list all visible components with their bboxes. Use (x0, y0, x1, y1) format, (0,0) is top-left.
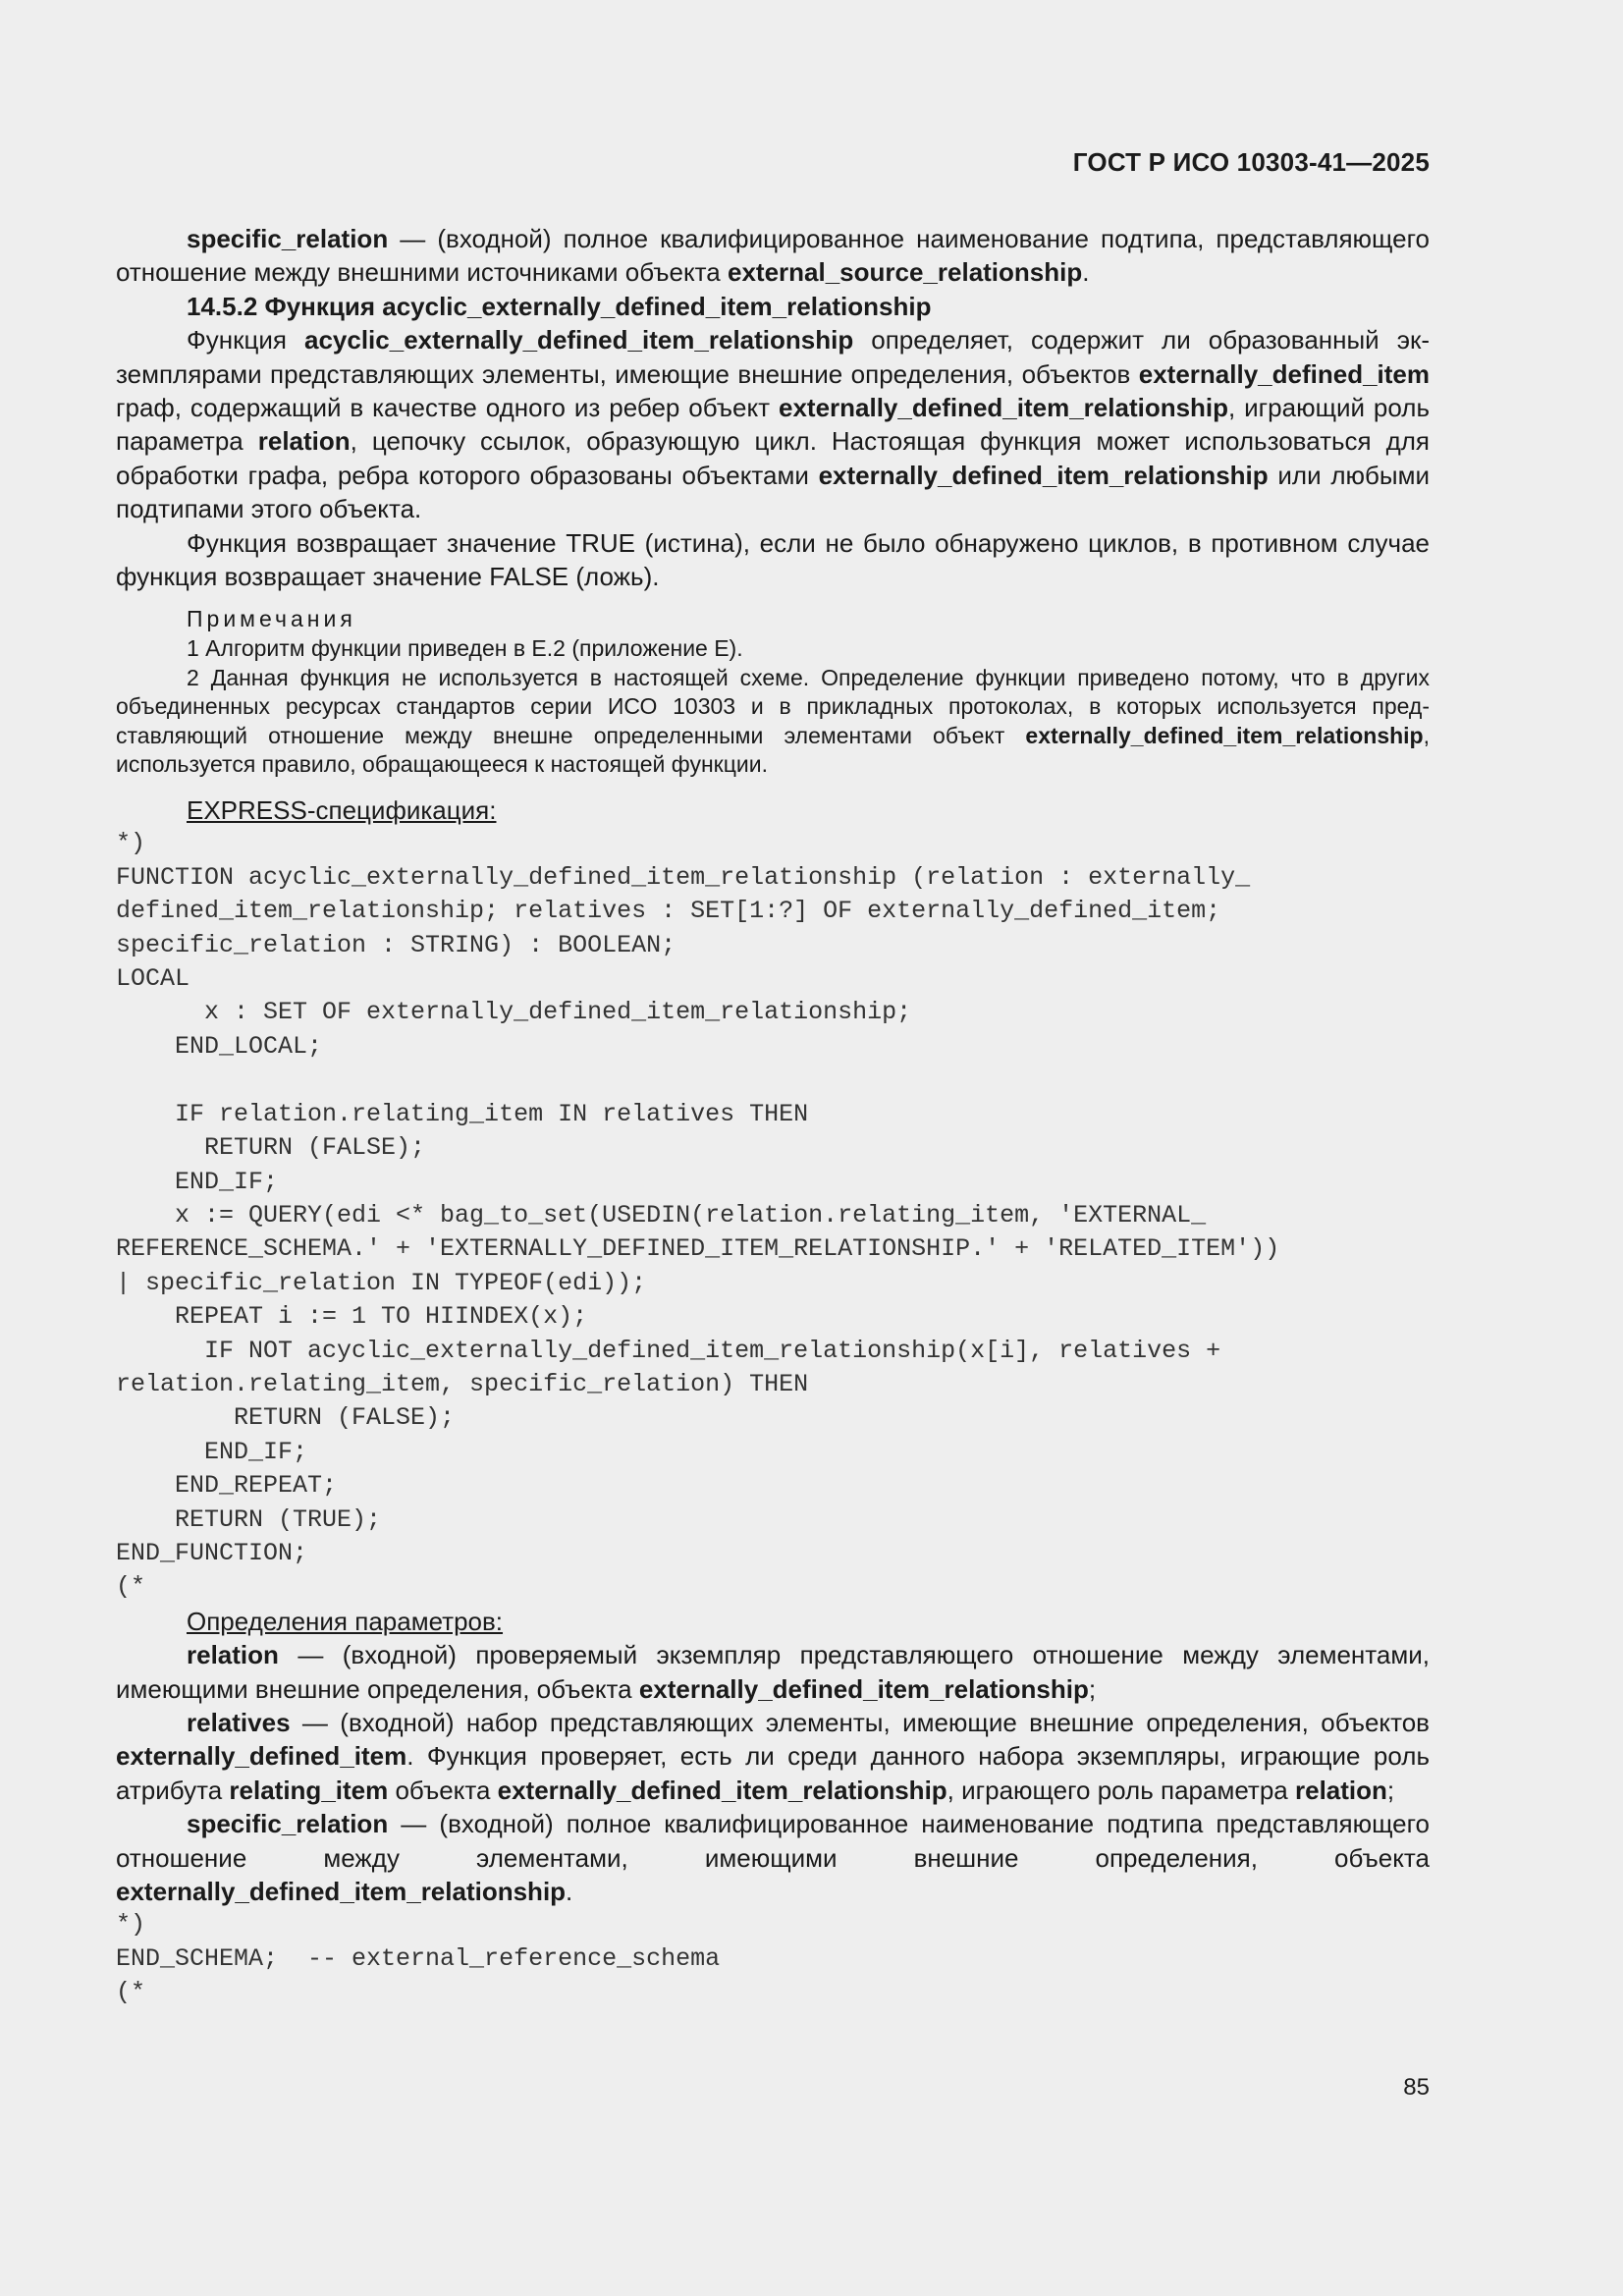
page-number: 85 (1403, 2074, 1430, 2101)
note-2: 2 Данная функция не используется в настоящей схеме. Определение функции приведено потому, что в других объединенных ресурсах стандартов серии ИСО 10303 и в прикладных протоколах, в которых используется представляющий отношение между внешне определенными элементами объект externally_defined_item_relationship, используется правило, обращающееся к настоящей функции. (116, 664, 1430, 778)
function-return-paragraph: Функция возвращает значение TRUE (истина), если не было обнаружено циклов, в противном случае функция возвращает значение FALSE (ложь). (116, 527, 1430, 592)
intro-specific-relation-definition: specific_relation — (входной) полное квалифицированное наименование подтипа, представляющего отношение между внешними источниками объекта external_source_relationship. (116, 224, 1430, 288)
document-header: ГОСТ Р ИСО 10303-41—2025 (1072, 147, 1430, 177)
section-heading: 14.5.2 Функция acyclic_externally_defined_item_relationship (187, 291, 932, 321)
ref-external-source-relationship: external_source_relationship (727, 257, 1083, 288)
notes-title: Примечания (187, 606, 356, 632)
note-1: 1 Алгоритм функции приведен в Е.2 (приложение Е). (187, 635, 743, 662)
express-code-function: *) FUNCTION acyclic_externally_defined_item_relationship (relation : externally_ defined_item_relationship; relatives : SET[1:?] OF externally_defined_item; specific_relation : STRING) : BOOLEAN; LOCAL x : SET OF externally_defined_item_relationship; END_LOCAL; IF relation.relating_item IN relatives THEN RETURN (FALSE); END_IF; x := QUERY(edi <* bag_to_set(USEDIN(relation.relating_item, 'EXTERNAL_ REFERENCE_SCHEMA.' + 'EXTERNALLY_DEFINED_ITEM_RELATIONSHIP.' + 'RELATED_ITEM')) | specific_relation IN TYPEOF(edi)); REPEAT i := 1 TO HIINDEX(x); IF NOT acyclic_externally_defined_item_relationship(x[i], relatives + relation.relating_item, specific_relation) THEN RETURN (FALSE); END_IF; END_REPEAT; RETURN (TRUE); END_FUNCTION; (* (116, 829, 1280, 1602)
param-relatives-definition: relatives — (входной) набор представляющих элементы, имеющие внешние определения, объектов externally_defined_item. Функция проверяет, есть ли среди данного набора экземпляры, играющие роль атрибута relating_item объекта externally_defined_item_relationship, играющего роль параметра relation; (116, 1708, 1430, 1805)
function-description-paragraph: Функция acyclic_externally_defined_item_relationship определяет, содержит ли образованный экземплярами представляющих элементы, имеющие внешние определения, объектов externally_defined_item граф, содержащий в качестве одного из ребер объект externally_defined_item_relationship, играющий роль параметра relation, цепочку ссылок, образующую цикл. Настоящая функция может использоваться для обработки графа, ребра которого образованы объектами externally_defined_item_relationship или любыми подтипами этого объекта. (116, 325, 1431, 524)
term-specific-relation: specific_relation (187, 224, 389, 253)
notes-block (116, 605, 1430, 780)
page-content (116, 222, 1430, 2010)
param-relation-definition: relation — (входной) проверяемый экземпляр представляющего отношение между элементами, имеющими внешние определения, объекта externally_defined_item_relationship; (116, 1640, 1430, 1704)
express-code-end-schema: *) END_SCHEMA; -- external_reference_schema (* (116, 1910, 721, 2007)
express-spec-label: EXPRESS-спецификация: (187, 795, 497, 826)
param-specific-relation-definition: specific_relation — (входной) полное квалифицированное наименование подтипа представляющего отношение между элементами, имеющими внешние определения, объекта externally_defined_item_relationship. (116, 1809, 1430, 1907)
parameters-label: Определения параметров: (187, 1606, 504, 1636)
